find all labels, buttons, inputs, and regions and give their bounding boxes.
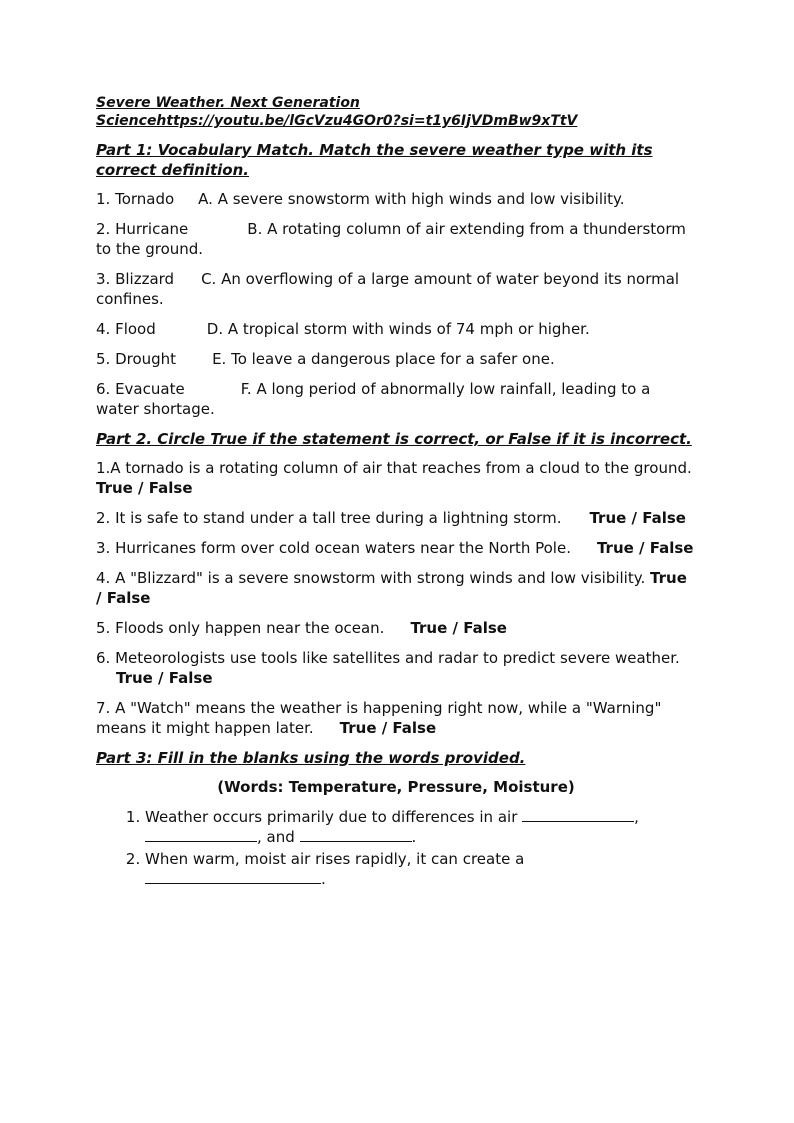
blank-line[interactable] xyxy=(145,827,257,842)
true-false-choice[interactable]: True / False xyxy=(96,479,193,497)
separator: , and xyxy=(257,828,295,846)
title-line-1: Severe Weather. Next Generation xyxy=(96,95,360,111)
fill-item-2 xyxy=(145,849,696,889)
question-text: When warm, moist air rises rapidly, it can create a xyxy=(145,850,525,868)
title-line-2[interactable]: Sciencehttps://youtu.be/lGcVzu4GOr0?si=t1y6IjVDmBw9xTtV xyxy=(96,113,578,129)
true-false-choice[interactable]: True / False xyxy=(96,569,687,607)
statement-text: 1.A tornado is a rotating column of air that reaches from a cloud to the ground. xyxy=(96,459,692,477)
tf-statement-7 xyxy=(96,698,696,738)
match-definition: D. A tropical storm with winds of 74 mph or higher. xyxy=(206,320,590,338)
match-item-3 xyxy=(96,269,696,309)
fill-in-list xyxy=(96,807,696,889)
blank-line[interactable] xyxy=(145,869,321,884)
statement-text: 3. Hurricanes form over cold ocean waters near the North Pole. xyxy=(96,539,571,557)
fill-item-1 xyxy=(145,807,696,847)
true-false-choice[interactable]: True / False xyxy=(116,669,213,687)
true-false-choice[interactable]: True / False xyxy=(596,539,694,557)
separator: . xyxy=(411,828,417,846)
match-item-2 xyxy=(96,219,696,259)
worksheet-page xyxy=(96,94,696,891)
match-definition: A. A severe snowstorm with high winds and low visibility. xyxy=(198,190,625,208)
statement-text: 6. Meteorologists use tools like satellites and radar to predict severe weather. xyxy=(96,649,680,667)
match-term: 6. Evacuate xyxy=(96,380,185,398)
match-term: 2. Hurricane xyxy=(96,220,189,238)
worksheet-title xyxy=(96,94,696,130)
true-false-choice[interactable]: True / False xyxy=(410,619,507,637)
match-definition: C. An overflowing of a large amount of water beyond its normal confines. xyxy=(96,270,680,308)
statement-text: 4. A "Blizzard" is a severe snowstorm with strong winds and low visibility. xyxy=(96,569,646,587)
true-false-choice[interactable]: True / False xyxy=(339,719,437,737)
statement-text: 2. It is safe to stand under a tall tree during a lightning storm. xyxy=(96,509,562,527)
match-term: 1. Tornado xyxy=(96,190,175,208)
statement-text: 7. A "Watch" means the weather is happening right now, while a "Warning" means it might happen later. xyxy=(96,699,662,737)
match-item-5 xyxy=(96,349,696,369)
separator: . xyxy=(321,870,326,888)
tf-statement-3 xyxy=(96,538,696,558)
match-term: 4. Flood xyxy=(96,320,156,338)
word-bank: (Words: Temperature, Pressure, Moisture) xyxy=(217,778,575,796)
tf-statement-2 xyxy=(96,508,696,528)
blank-line[interactable] xyxy=(300,827,412,842)
match-item-1 xyxy=(96,189,696,209)
question-text: Weather occurs primarily due to differences in air xyxy=(145,808,518,826)
part2-heading: Part 2. Circle True if the statement is correct, or False if it is incorrect. xyxy=(96,430,692,448)
part3-heading: Part 3: Fill in the blanks using the words provided. xyxy=(96,749,526,767)
match-item-4 xyxy=(96,319,696,339)
part1-heading: Part 1: Vocabulary Match. Match the severe weather type with its correct definition. xyxy=(96,141,653,179)
match-item-6 xyxy=(96,379,696,419)
blank-line[interactable] xyxy=(522,807,634,822)
match-term: 5. Drought xyxy=(96,350,177,368)
tf-statement-1 xyxy=(96,458,696,498)
match-term: 3. Blizzard xyxy=(96,270,175,288)
tf-statement-5 xyxy=(96,618,696,638)
match-definition: E. To leave a dangerous place for a safer one. xyxy=(212,350,555,368)
true-false-choice[interactable]: True / False xyxy=(589,509,686,527)
statement-text: 5. Floods only happen near the ocean. xyxy=(96,619,385,637)
tf-statement-6 xyxy=(96,648,696,688)
match-definition: B. A rotating column of air extending from a thunderstorm to the ground. xyxy=(96,220,686,258)
match-definition: F. A long period of abnormally low rainfall, leading to a water shortage. xyxy=(96,380,651,418)
tf-statement-4 xyxy=(96,568,696,608)
separator: , xyxy=(634,808,639,826)
